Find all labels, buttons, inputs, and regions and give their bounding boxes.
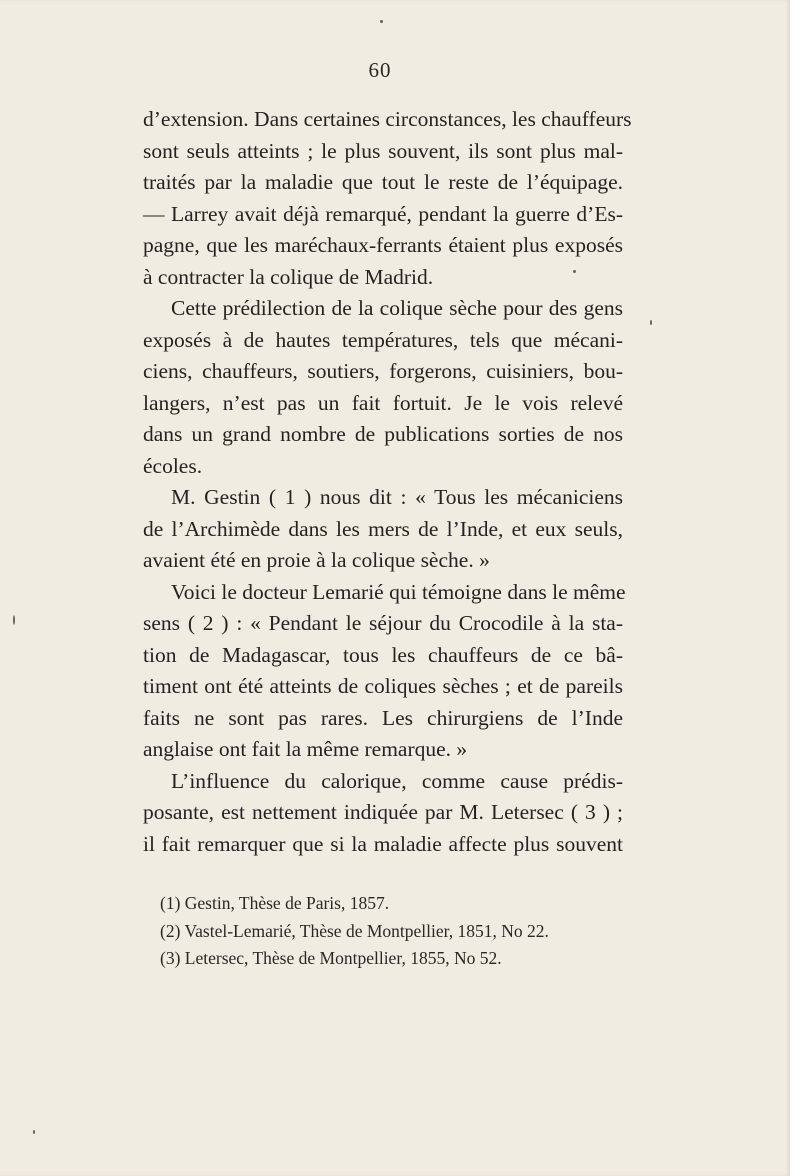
text-line: avaient été en proie à la colique sèche. » — [143, 548, 490, 572]
text-line: faits ne sont pas rares. Les chirurgiens de l’Inde — [143, 705, 623, 730]
text-line: dans un grand nombre de publications sorties de nos — [143, 422, 623, 446]
text-line: Cette prédilection de la colique sèche pour des gens — [171, 296, 623, 320]
text-line: sont seuls atteints ; le plus souvent, ils sont plus mal- — [143, 138, 623, 163]
footnote: (1) Gestin, Thèse de Paris, 1857. — [160, 893, 390, 913]
footnotes — [160, 890, 620, 973]
text-line: posante, est nettement indiquée par M. Letersec ( 3 ) ; — [143, 800, 623, 824]
text-line: il fait remarquer que si la maladie affecte plus souvent — [143, 831, 623, 856]
text-line: d’extension. Dans certaines circonstances, les chauffeurs — [143, 107, 632, 131]
footnote: (3) Letersec, Thèse de Montpellier, 1855, No 52. — [160, 948, 502, 968]
page-number: 60 — [368, 58, 392, 82]
footnote: (2) Vastel-Lemarié, Thèse de Montpellier, 1851, No 22. — [160, 920, 549, 941]
text-line: anglaise ont fait la même remarque. » — [143, 737, 468, 761]
text-line: tion de Madagascar, tous les chauffeurs de ce bâ- — [143, 642, 623, 667]
text-line: ciens, chauffeurs, soutiers, forgerons, cuisiniers, bou- — [143, 359, 623, 383]
text-line: traités par la maladie que tout le reste de l’équipage. — [143, 170, 623, 194]
text-line: exposés à de hautes températures, tels que mécani- — [143, 327, 623, 352]
text-line: Voici le docteur Lemarié qui témoigne dans le même — [171, 579, 626, 604]
text-line: langers, n’est pas un fait fortuit. Je le vois relevé — [143, 390, 623, 415]
paper-speck — [573, 270, 576, 273]
text-line: à contracter la colique de Madrid. — [143, 264, 434, 289]
text-line: M. Gestin ( 1 ) nous dit : « Tous les mécaniciens — [171, 485, 623, 509]
text-line: pagne, que les maréchaux-ferrants étaient plus exposés — [143, 233, 623, 257]
text-line: de l’Archimède dans les mers de l’Inde, et eux seuls, — [143, 516, 623, 541]
text-line: timent ont été atteints de coliques sèches ; et de pareils — [143, 674, 623, 698]
paper-speck — [33, 1130, 35, 1134]
text-line: écoles. — [143, 453, 203, 478]
body-text — [143, 104, 632, 860]
paper-speck — [380, 20, 383, 23]
text-line: L’influence du calorique, comme cause prédis- — [171, 768, 623, 793]
paper-speck — [650, 320, 652, 325]
text-line: sens ( 2 ) : « Pendant le séjour du Crocodile à la sta- — [143, 611, 623, 635]
paper-speck — [13, 615, 15, 625]
text-line: — Larrey avait déjà remarqué, pendant la guerre d’Es- — [143, 201, 623, 226]
